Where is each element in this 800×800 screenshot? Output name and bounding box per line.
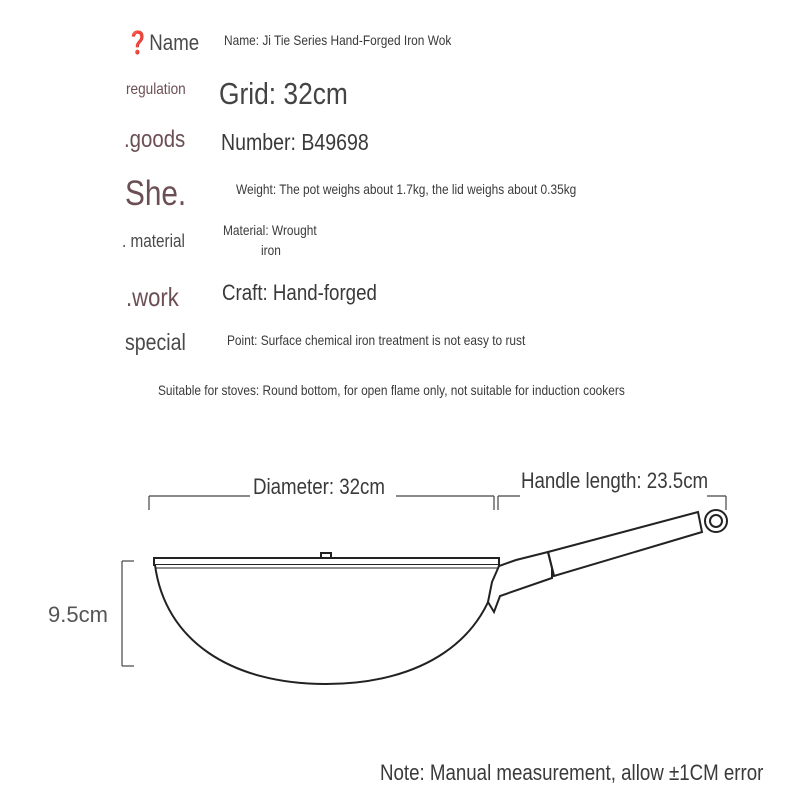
special-label: special (125, 329, 186, 355)
name-value: Name: Ji Tie Series Hand-Forged Iron Wok (224, 32, 452, 48)
craft-value: Craft: Hand-forged (222, 280, 377, 305)
handle-length-label: Handle length: 23.5cm (521, 468, 709, 493)
stoves-note: Suitable for stoves: Round bottom, for open flame only, not suitable for induction cookers (158, 382, 625, 398)
material-label: . material (122, 231, 185, 251)
work-label: .work (126, 282, 179, 312)
material-value-line1: Material: Wrought (223, 222, 317, 238)
measurement-note: Note: Manual measurement, allow ±1CM error (380, 760, 764, 785)
grid-label: regulation (126, 81, 186, 98)
height-label: 9.5cm (48, 602, 108, 627)
height-dimension-line (122, 561, 134, 666)
handle-dimension-line (498, 496, 726, 510)
wok-body (154, 553, 499, 684)
diameter-label: Diameter: 32cm (253, 474, 385, 499)
wok-handle (488, 510, 727, 612)
number-value: Number: B49698 (221, 129, 369, 155)
she-label: She. (125, 174, 187, 213)
grid-value: Grid: 32cm (219, 76, 348, 111)
material-value-line2: iron (261, 242, 281, 258)
weight-value: Weight: The pot weighs about 1.7kg, the lid weighs about 0.35kg (236, 181, 577, 197)
name-label: ❓Name (126, 30, 200, 55)
goods-label: .goods (124, 126, 186, 153)
point-value: Point: Surface chemical iron treatment is not easy to rust (227, 332, 526, 348)
